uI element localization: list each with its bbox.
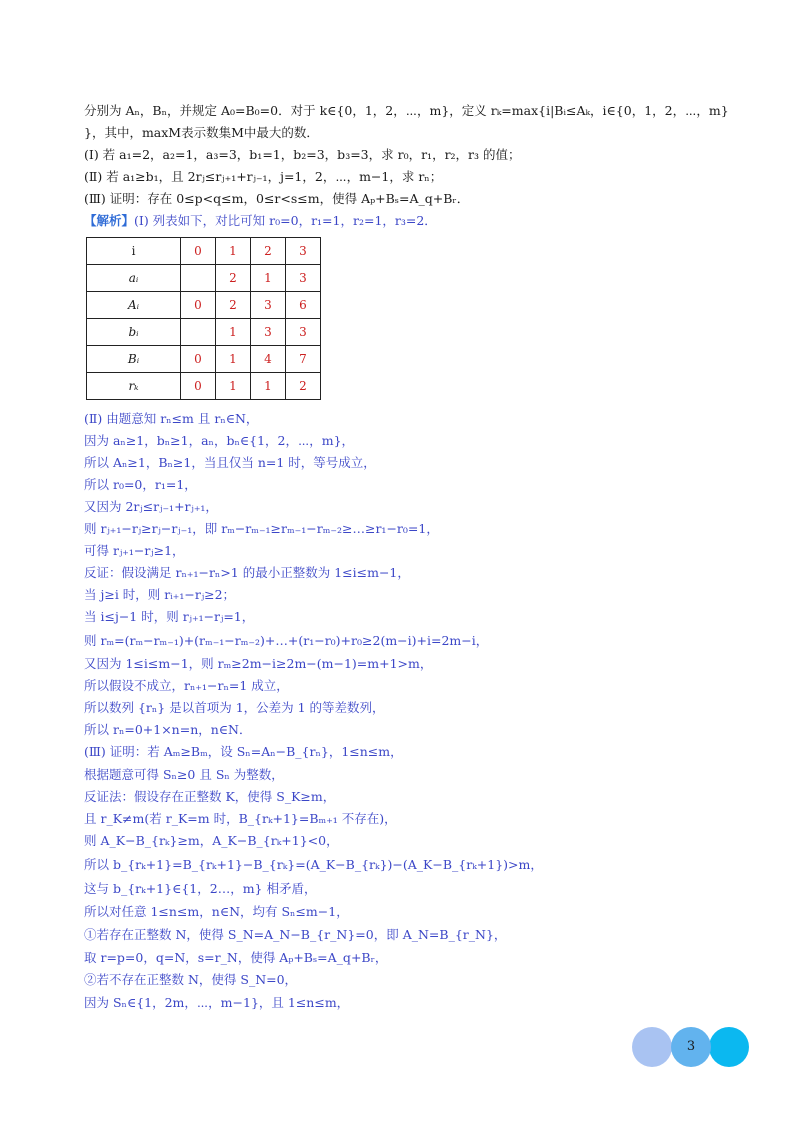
table-cell: 0	[181, 346, 216, 373]
analysis-intro: (Ⅰ) 列表如下，对比可知 r₀=0，r₁=1，r₂=1，r₃=2．	[134, 213, 437, 228]
row-header: i	[87, 238, 181, 265]
table-cell: 7	[286, 346, 321, 373]
solution-line: 所以 b_{rₖ+1}=B_{rₖ+1}−B_{rₖ}=(A_K−B_{rₖ})−(A_K−B_{rₖ+1})>m，	[84, 857, 543, 872]
problem-line-1: 分别为 Aₙ，Bₙ，并规定 A₀=B₀=0．对于 k∈{0，1，2，⋯，m}，定义 rₖ=max{i|Bᵢ≤Aₖ，i∈{0，1，2，⋯，m}	[84, 103, 729, 118]
table-cell: 4	[251, 346, 286, 373]
table-cell: 3	[286, 238, 321, 265]
table-cell: 3	[251, 292, 286, 319]
solution-line: 又因为 2rⱼ≤rⱼ₋₁+rⱼ₊₁，	[84, 499, 218, 514]
table-cell: 0	[181, 373, 216, 400]
table-cell: 1	[216, 373, 251, 400]
table-cell: 3	[251, 319, 286, 346]
page-number: 3	[686, 1039, 696, 1054]
solution-line: 所以 r₀=0，r₁=1，	[84, 477, 197, 492]
table-cell: 1	[216, 319, 251, 346]
solution-line: 取 r=p=0，q=N，s=r_N，使得 Aₚ+Bₛ=A_q+Bᵣ，	[84, 950, 388, 965]
analysis-tag: 【解析】	[84, 213, 135, 228]
solution-line: 则 rⱼ₊₁−rⱼ≥rⱼ−rⱼ₋₁，即 rₘ−rₘ₋₁≥rₘ₋₁−rₘ₋₂≥…≥r₁−r₀=1，	[84, 521, 439, 536]
solution-line: 则 rₘ=(rₘ−rₘ₋₁)+(rₘ₋₁−rₘ₋₂)+…+(r₁−r₀)+r₀≥2(m−i)+i=2m−i，	[84, 633, 489, 648]
row-header: rₖ	[87, 373, 181, 400]
solution-line: 反证：假设满足 rₙ₊₁−rₙ>1 的最小正整数为 1≤i≤m−1，	[84, 565, 410, 580]
table-row	[87, 373, 321, 400]
row-header: bᵢ	[87, 319, 181, 346]
table-cell: 2	[216, 292, 251, 319]
table-cell: 1	[251, 373, 286, 400]
row-header: Aᵢ	[87, 292, 181, 319]
decorative-circle	[709, 1027, 749, 1067]
solution-line: 所以数列 {rₙ} 是以首项为 1，公差为 1 的等差数列，	[84, 700, 385, 715]
table-cell: 2	[251, 238, 286, 265]
solution-line: 当 i≤j−1 时，则 rⱼ₊₁−rⱼ=1，	[84, 609, 255, 624]
table-row	[87, 292, 321, 319]
solution-line: 这与 b_{rₖ+1}∈{1，2…，m} 相矛盾，	[84, 881, 317, 896]
problem-line-2: }，其中，maxM表示数集M中最大的数．	[84, 125, 319, 140]
table-cell: 3	[286, 319, 321, 346]
solution-line: (Ⅱ) 由题意知 rₙ≤m 且 rₙ∈N，	[84, 411, 259, 426]
row-header: Bᵢ	[87, 346, 181, 373]
table-cell: 6	[286, 292, 321, 319]
solution-line: 因为 Sₙ∈{1，2m，⋯，m−1}，且 1≤n≤m，	[84, 995, 350, 1010]
values-table	[86, 237, 321, 400]
decorative-circle	[632, 1027, 672, 1067]
solution-line: 则 A_K−B_{rₖ}≥m，A_K−B_{rₖ+1}<0，	[84, 833, 339, 848]
solution-line: 所以 rₙ=0+1×n=n，n∈N．	[84, 722, 252, 737]
table-cell: 0	[181, 238, 216, 265]
solution-line: (Ⅲ) 证明：若 Aₘ≥Bₘ，设 Sₙ=Aₙ−B_{rₙ}，1≤n≤m，	[84, 744, 403, 759]
row-header: aᵢ	[87, 265, 181, 292]
solution-line: 根据题意可得 Sₙ≥0 且 Sₙ 为整数，	[84, 767, 284, 782]
solution-line: 因为 aₙ≥1，bₙ≥1，aₙ，bₙ∈{1，2，⋯，m}，	[84, 433, 355, 448]
table-cell: 2	[286, 373, 321, 400]
table-cell: 3	[286, 265, 321, 292]
table-cell	[181, 265, 216, 292]
problem-part-3: (Ⅲ) 证明：存在 0≤p<q≤m，0≤r<s≤m，使得 Aₚ+Bₛ=A_q+Bᵣ．	[84, 191, 470, 206]
solution-line: ①若存在正整数 N，使得 S_N=A_N−B_{r_N}=0，即 A_N=B_{r_N}，	[84, 927, 507, 942]
solution-line: 反证法：假设存在正整数 K，使得 S_K≥m，	[84, 789, 336, 804]
page-number-badge	[632, 1027, 750, 1067]
table-row	[87, 346, 321, 373]
problem-part-1: (Ⅰ) 若 a₁=2，a₂=1，a₃=3，b₁=1，b₂=3，b₃=3，求 r₀，r₁，r₂，r₃ 的值；	[84, 147, 521, 162]
problem-part-2: (Ⅱ) 若 a₁≥b₁，且 2rⱼ≤rⱼ₊₁+rⱼ₋₁，j=1，2，⋯，m−1，求 rₙ；	[84, 169, 443, 184]
solution-line: 且 r_K≠m(若 r_K=m 时，B_{rₖ+1}=Bₘ₊₁ 不存在)，	[84, 811, 397, 826]
solution-line: ②若不存在正整数 N，使得 S_N=0，	[84, 972, 298, 987]
table-cell: 1	[216, 346, 251, 373]
table-cell: 0	[181, 292, 216, 319]
table-row	[87, 238, 321, 265]
solution-line: 所以 Aₙ≥1，Bₙ≥1，当且仅当 n=1 时，等号成立，	[84, 455, 376, 470]
table-row	[87, 265, 321, 292]
analysis-line	[84, 212, 734, 229]
solution-line: 可得 rⱼ₊₁−rⱼ≥1，	[84, 543, 185, 558]
table-cell: 1	[216, 238, 251, 265]
solution-line: 所以对任意 1≤n≤m，n∈N，均有 Sₙ≤m−1，	[84, 904, 349, 919]
table-cell: 1	[251, 265, 286, 292]
solution-line: 又因为 1≤i≤m−1，则 rₘ≥2m−i≥2m−(m−1)=m+1>m，	[84, 656, 433, 671]
solution-line: 当 j≥i 时，则 rᵢ₊₁−rⱼ≥2；	[84, 587, 236, 602]
solution-line: 所以假设不成立，rₙ₊₁−rₙ=1 成立，	[84, 678, 289, 693]
table-cell: 2	[216, 265, 251, 292]
table-row	[87, 319, 321, 346]
table-cell	[181, 319, 216, 346]
